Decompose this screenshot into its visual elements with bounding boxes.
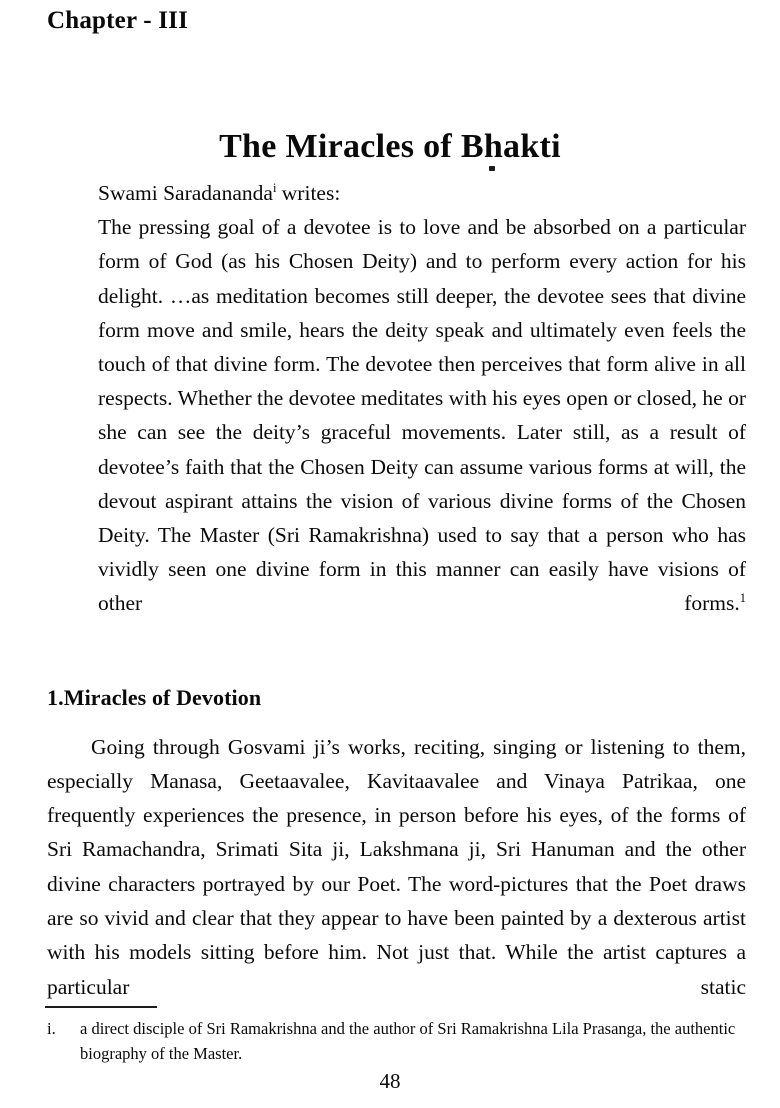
footnote-separator-rule	[45, 1006, 157, 1008]
footnote-list-marker: i.	[47, 1019, 56, 1038]
chapter-label: Chapter - III	[47, 7, 189, 34]
page-number: 48	[379, 1069, 401, 1093]
section-heading: 1.Miracles of Devotion	[47, 685, 262, 711]
quote-attribution-line	[98, 176, 746, 210]
quote-text-content: The pressing goal of a devotee is to love and be absorbed on a particular form of God (as his Chosen Deity) and to perform every action for his delight. …as meditation becomes still deeper, the devotee sees that divine form move and smile, hears the deity speak and ultimately even feels the touch of that divine form. The devotee then perceives that form alive in all respects. Whether the devotee meditates with his eyes open or closed, he or she can see the deity’s graceful movements. Later still, as a result of devotee’s faith that the Chosen Deity can assume various forms at will, the devout aspirant attains the vision of various divine forms of the Chosen Deity. The Master (Sri Ramakrishna) used to say that a person who has vividly seen one divine form in this manner can easily have visions of other forms.	[98, 215, 746, 616]
footnote-text: a direct disciple of Sri Ramakrishna and the author of Sri Ramakrishna Lila Prasanga, the authentic biography of the Master.	[80, 1019, 736, 1063]
quote-text	[98, 210, 746, 655]
quote-attribution-suffix: writes:	[276, 181, 341, 205]
footnote-marker-1: 1	[739, 591, 746, 606]
quote-attribution-name: Swami Saradananda	[98, 181, 273, 205]
quotation-block	[98, 176, 746, 655]
body-paragraph: Going through Gosvami ji’s works, reciting, singing or listening to them, especially Manasa, Geetaavalee, Kavitaavalee and Vinaya Patrikaa, one frequently experiences the presence, in person before his eyes, of the forms of Sri Ramachandra, Srimati Sita ji, Lakshmana ji, Sri Hanuman and the other divine characters portrayed by our Poet. The word-pictures that the Poet draws are so vivid and clear that they appear to have been painted by a dexterous artist with his models sitting before him. Not just that. While the artist captures a particular static	[47, 734, 746, 999]
footnote	[47, 1016, 737, 1066]
page-title: The Miracles of Bhakti	[219, 127, 561, 165]
scan-speck-artifact	[489, 166, 495, 171]
footnote-marker-i: i	[272, 180, 277, 195]
